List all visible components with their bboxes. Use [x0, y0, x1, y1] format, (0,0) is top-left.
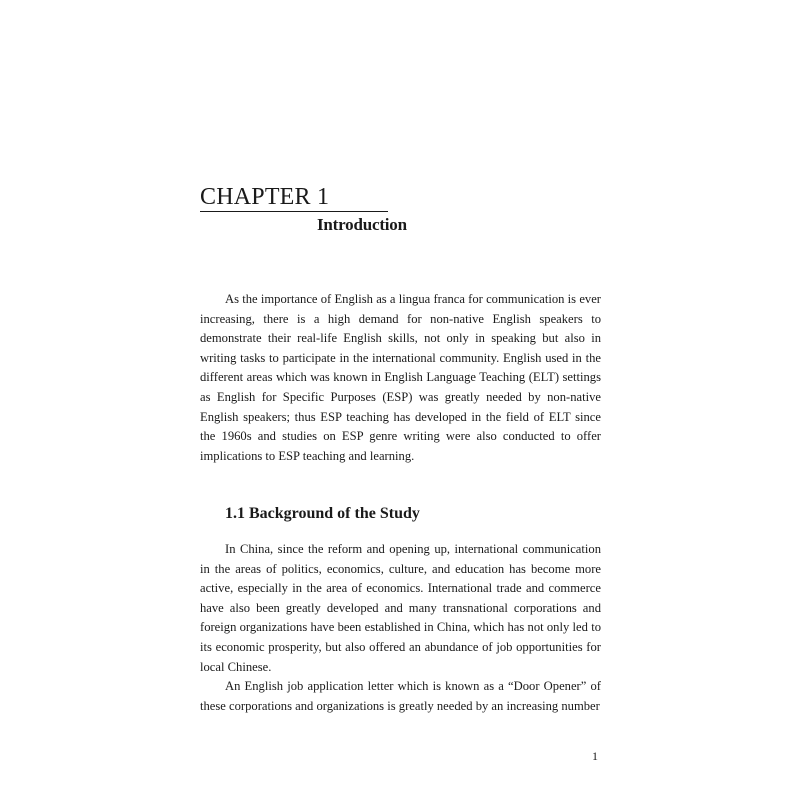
intro-text [200, 290, 601, 466]
section-body [200, 540, 601, 716]
chapter-title: Introduction [317, 215, 407, 234]
chapter-label: CHAPTER 1 [200, 183, 388, 212]
section-paragraph: In China, since the reform and opening up, international communication in the areas of politics, economics, culture, and education has become more active, especially in the area of economics. International trade and commerce have also been greatly developed and many transnational corporations and foreign organizations have been established in China, which has not only led to its economic prosperity, but also offered an abundance of job opportunities for local Chinese. [200, 542, 601, 674]
section-heading: 1.1 Background of the Study [225, 505, 420, 522]
page-number: 1 [592, 749, 598, 763]
section-paragraph: An English job application letter which is known as a “Door Opener” of these corporations and organizations is greatly needed by an increasing number [200, 679, 601, 713]
intro-paragraph: As the importance of English as a lingua franca for communication is ever increasing, there is a high demand for non-native English speakers to demonstrate their real-life English skills, not only in speaking but also in writing tasks to participate in the international community. English used in the different areas which was known in English Language Teaching (ELT) settings as English for Specific Purposes (ESP) was greatly needed by non-native English speakers; thus ESP teaching has developed in the field of ELT since the 1960s and studies on ESP genre writing were also conducted to offer implications to ESP teaching and learning. [200, 292, 601, 463]
